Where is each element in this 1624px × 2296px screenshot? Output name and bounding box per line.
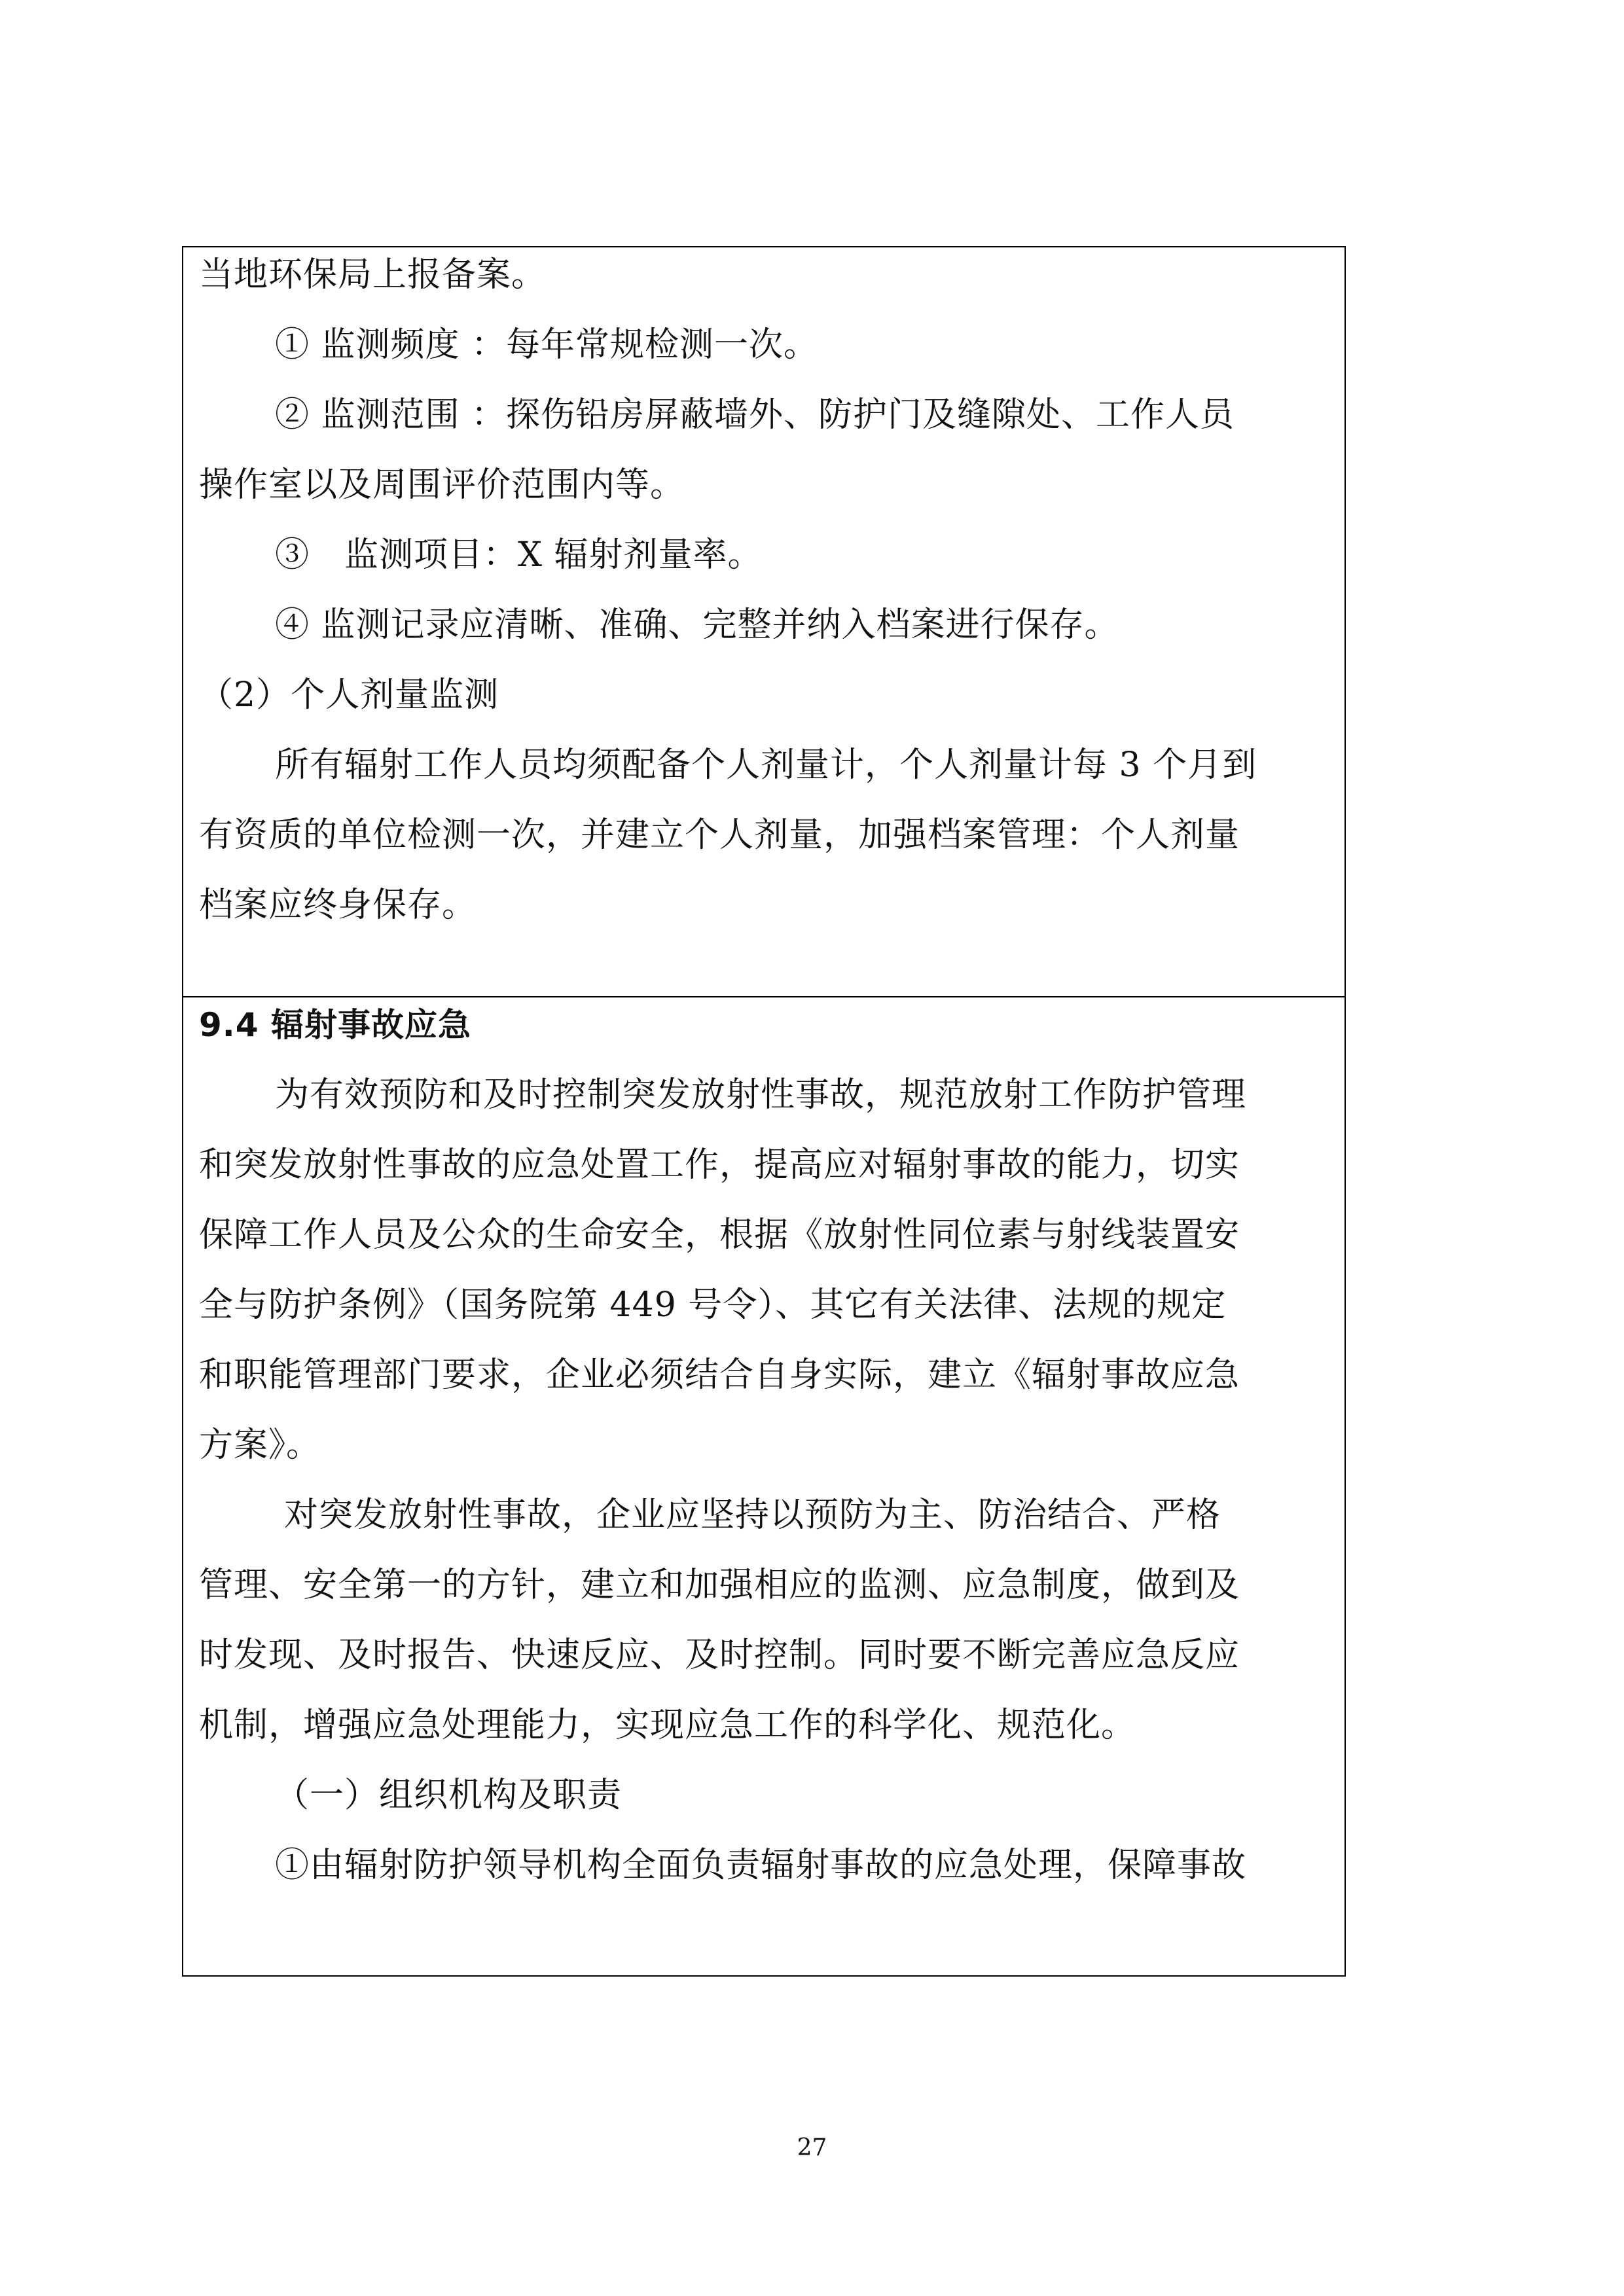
paragraph-line: 所有辐射工作人员均须配备个人剂量计，个人剂量计每 3 个月到 — [275, 745, 1257, 785]
paragraph-line: 保障工作人员及公众的生命安全，根据《放射性同位素与射线装置安 — [199, 1215, 1240, 1255]
paragraph-line: 全与防护条例》（国务院第 449 号令）、其它有关法律、法规的规定 — [199, 1285, 1227, 1325]
paragraph-line: 方案》。 — [199, 1426, 321, 1465]
subheading-personal-dose: （2）个人剂量监测 — [199, 675, 499, 715]
paragraph-line: 时发现、及时报告、快速反应、及时控制。同时要不断完善应急反应 — [199, 1636, 1240, 1675]
list-item-monitoring-records: ④ 监测记录应清晰、准确、完整并纳入档案进行保存。 — [275, 605, 1119, 645]
paragraph-line: ①由辐射防护领导机构全面负责辐射事故的应急处理，保障事故 — [275, 1846, 1247, 1885]
paragraph-line: 管理、安全第一的方针，建立和加强相应的监测、应急制度，做到及 — [199, 1566, 1240, 1605]
section-heading: 9.4 辐射事故应急 — [199, 1006, 471, 1044]
list-item-monitoring-items: ③ 监测项目：X 辐射剂量率。 — [275, 535, 763, 575]
monitoring-section — [183, 247, 1344, 997]
paragraph-line: 和突发放射性事故的应急处置工作，提高应对辐射事故的能力，切实 — [199, 1145, 1240, 1185]
emergency-section — [183, 997, 1344, 1975]
document-table — [182, 246, 1346, 1977]
paragraph-line: 操作室以及周围评价范围内等。 — [199, 465, 685, 505]
paragraph-line: 档案应终身保存。 — [199, 886, 477, 925]
paragraph-line: 和职能管理部门要求，企业必须结合自身实际，建立《辐射事故应急 — [199, 1355, 1240, 1395]
subheading-organization: （一）组织机构及职责 — [275, 1776, 623, 1815]
paragraph-line: 有资质的单位检测一次，并建立个人剂量，加强档案管理：个人剂量 — [199, 816, 1240, 855]
list-item-monitoring-scope: ② 监测范围 ：探伤铅房屏蔽墙外、防护门及缝隙处、工作人员 — [275, 395, 1235, 435]
list-item-monitoring-frequency: ① 监测频度 ：每年常规检测一次。 — [275, 325, 819, 365]
paragraph-line: 为有效预防和及时控制突发放射性事故，规范放射工作防护管理 — [275, 1075, 1247, 1115]
paragraph-line: 当地环保局上报备案。 — [199, 255, 547, 295]
paragraph-line: 机制，增强应急处理能力，实现应急工作的科学化、规范化。 — [199, 1706, 1136, 1745]
page-number: 27 — [797, 2134, 827, 2161]
paragraph-line: 对突发放射性事故，企业应坚持以预防为主、防治结合、严格 — [284, 1496, 1221, 1535]
